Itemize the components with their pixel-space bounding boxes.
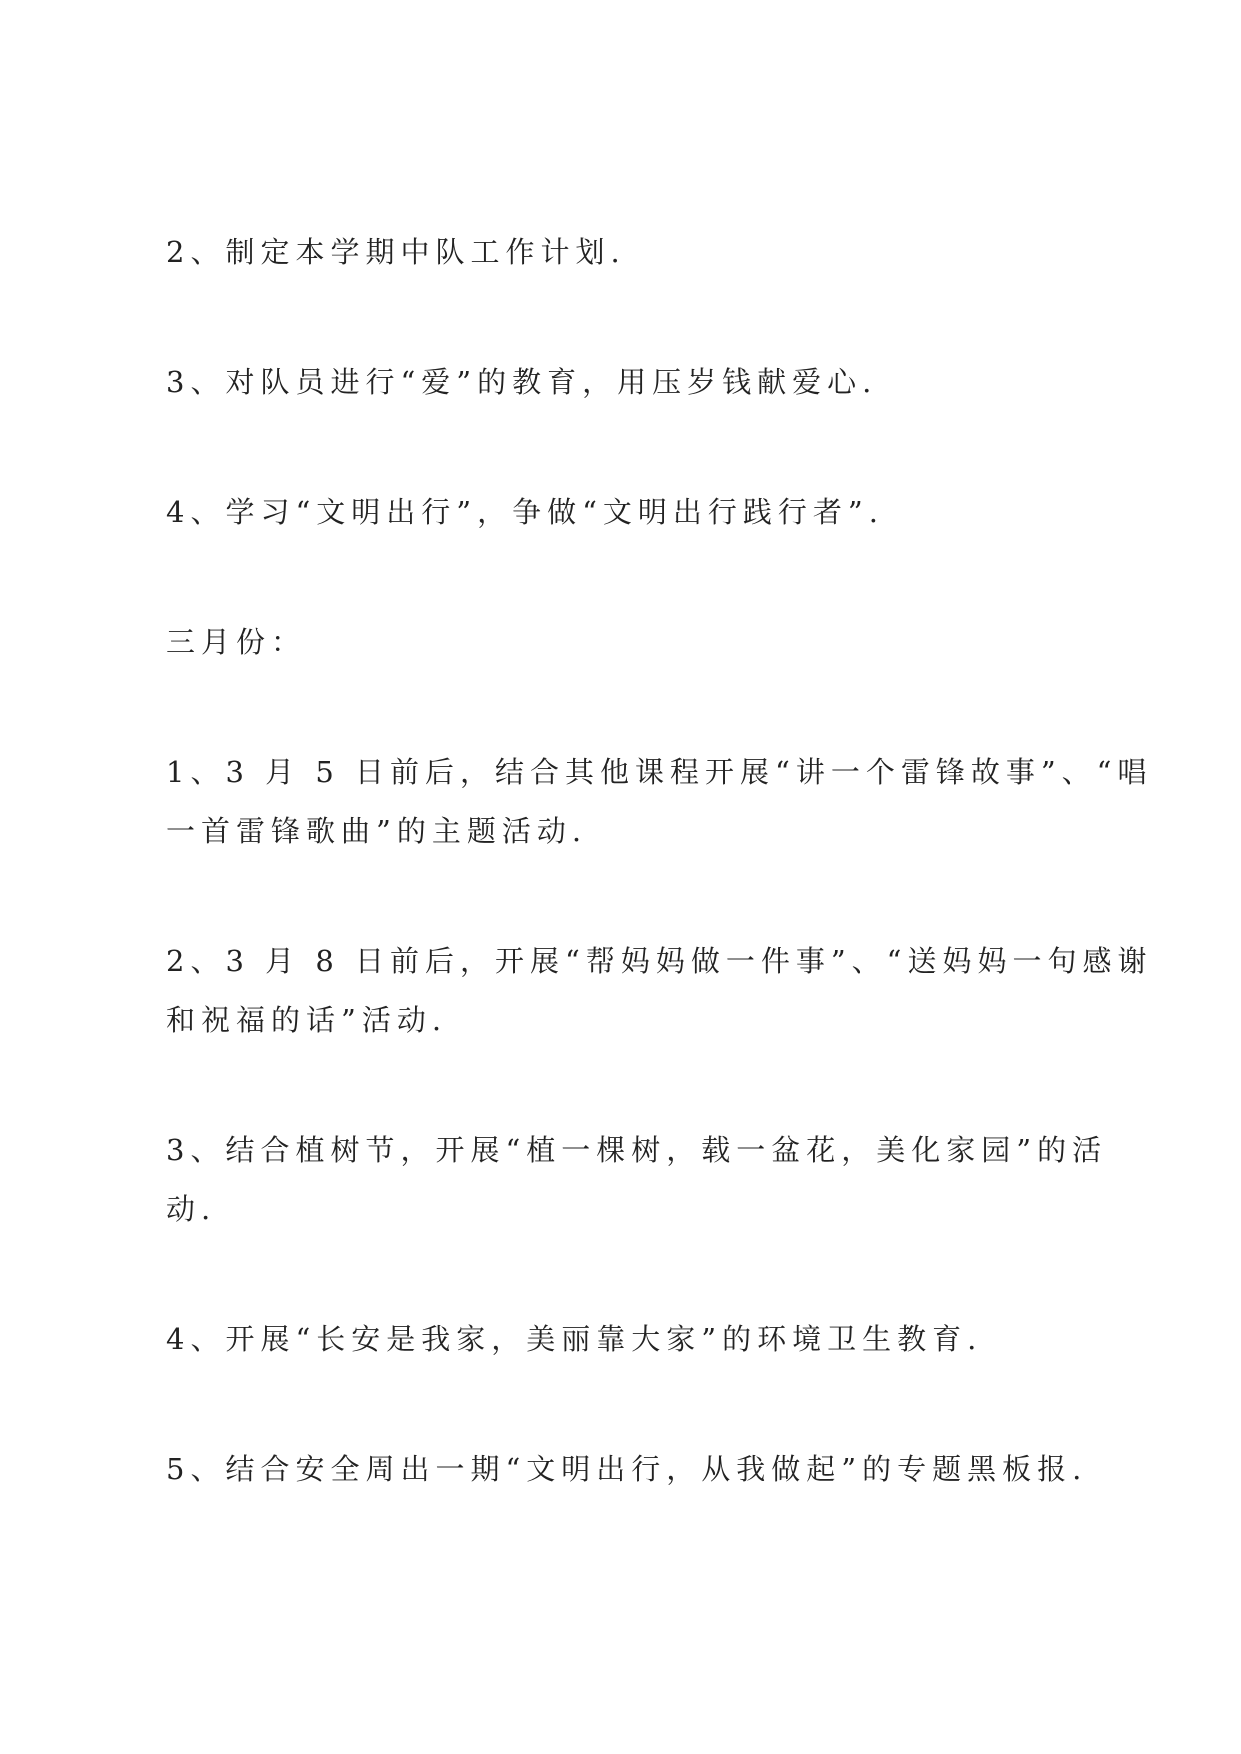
- march-item-1-line-1: 1、3 月 5 日前后，结合其他课程开展“讲一个雷锋故事”、“唱: [166, 755, 1153, 789]
- march-item-3-line-2: 动.: [166, 1192, 217, 1226]
- march-item-4-line-1: 4、开展“长安是我家，美丽靠大家”的环境卫生教育.: [166, 1322, 983, 1356]
- march-item-5-line-1: 5、结合安全周出一期“文明出行，从我做起”的专题黑板报.: [166, 1452, 1088, 1486]
- march-item-1-line-2: 一首雷锋歌曲”的主题活动.: [166, 814, 588, 848]
- march-item-2-line-1: 2、3 月 8 日前后，开展“帮妈妈做一件事”、“送妈妈一句感谢: [166, 944, 1153, 978]
- paragraph-4-line-1: 4、学习“文明出行”，争做“文明出行践行者”.: [166, 495, 884, 529]
- paragraph-2-line-1: 2、制定本学期中队工作计划.: [166, 235, 626, 269]
- section-heading-march: 三月份：: [166, 625, 307, 659]
- march-item-2-line-2: 和祝福的话”活动.: [166, 1003, 448, 1037]
- march-item-3-line-1: 3、结合植树节，开展“植一棵树，载一盆花，美化家园”的活: [166, 1133, 1108, 1167]
- paragraph-3-line-1: 3、对队员进行“爱”的教育，用压岁钱献爱心.: [166, 365, 878, 399]
